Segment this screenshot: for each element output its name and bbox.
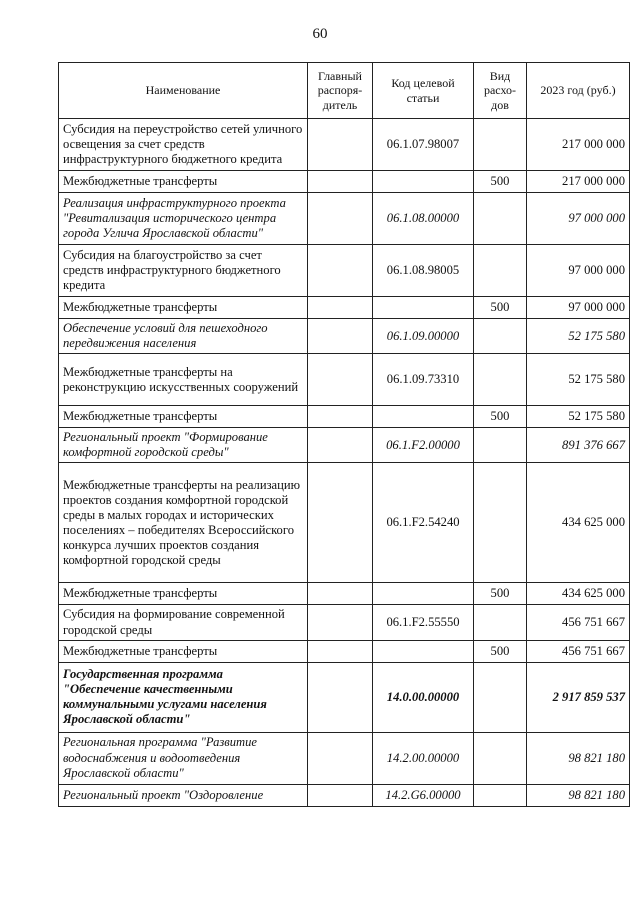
cell-sum: 217 000 000 bbox=[527, 171, 630, 193]
cell-type bbox=[474, 662, 527, 732]
cell-type bbox=[474, 354, 527, 406]
cell-code: 06.1.08.98005 bbox=[373, 245, 474, 297]
table-row bbox=[59, 428, 630, 463]
cell-sum: 52 175 580 bbox=[527, 319, 630, 354]
cell-code: 14.0.00.00000 bbox=[373, 662, 474, 732]
cell-name: Субсидия на переустройство сетей уличного освещения за счет средств инфраструктурного бюджетного кредита bbox=[59, 119, 308, 171]
table-row bbox=[59, 119, 630, 171]
cell-type bbox=[474, 784, 527, 806]
cell-admin bbox=[308, 463, 373, 583]
cell-name: Государственная программа "Обеспечение качественными коммунальными услугами населения Ярославской области" bbox=[59, 662, 308, 732]
cell-name: Региональный проект "Формирование комфортной городской среды" bbox=[59, 428, 308, 463]
cell-code: 06.1.07.98007 bbox=[373, 119, 474, 171]
cell-admin bbox=[308, 732, 373, 784]
table-row bbox=[59, 605, 630, 640]
cell-sum: 217 000 000 bbox=[527, 119, 630, 171]
cell-type: 500 bbox=[474, 583, 527, 605]
cell-code bbox=[373, 171, 474, 193]
table-row bbox=[59, 245, 630, 297]
cell-name: Межбюджетные трансферты bbox=[59, 171, 308, 193]
cell-sum: 97 000 000 bbox=[527, 193, 630, 245]
cell-type: 500 bbox=[474, 406, 527, 428]
cell-sum: 98 821 180 bbox=[527, 784, 630, 806]
cell-admin bbox=[308, 428, 373, 463]
cell-name: Межбюджетные трансферты bbox=[59, 406, 308, 428]
table-row bbox=[59, 171, 630, 193]
cell-code bbox=[373, 297, 474, 319]
cell-name: Субсидия на формирование современной городской среды bbox=[59, 605, 308, 640]
cell-type bbox=[474, 193, 527, 245]
table-row bbox=[59, 406, 630, 428]
cell-admin bbox=[308, 171, 373, 193]
cell-sum: 891 376 667 bbox=[527, 428, 630, 463]
cell-type: 500 bbox=[474, 297, 527, 319]
cell-code: 06.1.F2.54240 bbox=[373, 463, 474, 583]
cell-sum: 98 821 180 bbox=[527, 732, 630, 784]
cell-type bbox=[474, 463, 527, 583]
cell-name: Межбюджетные трансферты на реализацию проектов создания комфортной городской среды в малых городах и исторических поселениях – победителях Всероссийского конкурса лучших проектов создания комфортной городской среды bbox=[59, 463, 308, 583]
cell-name: Субсидия на благоустройство за счет средств инфраструктурного бюджетного кредита bbox=[59, 245, 308, 297]
cell-admin bbox=[308, 319, 373, 354]
header-sum: 2023 год (руб.) bbox=[527, 63, 630, 119]
cell-code: 06.1.08.00000 bbox=[373, 193, 474, 245]
cell-sum: 456 751 667 bbox=[527, 605, 630, 640]
table-row bbox=[59, 463, 630, 583]
cell-name: Региональная программа "Развитие водоснабжения и водоотведения Ярославской области" bbox=[59, 732, 308, 784]
cell-name: Реализация инфраструктурного проекта "Ревитализация исторического центра города Углича Ярославской области" bbox=[59, 193, 308, 245]
cell-admin bbox=[308, 605, 373, 640]
table-row bbox=[59, 662, 630, 732]
cell-code: 06.1.09.00000 bbox=[373, 319, 474, 354]
table-row bbox=[59, 583, 630, 605]
cell-type bbox=[474, 732, 527, 784]
cell-type bbox=[474, 119, 527, 171]
header-name: Наименование bbox=[59, 63, 308, 119]
cell-admin bbox=[308, 640, 373, 662]
header-admin: Главный распоря-дитель bbox=[308, 63, 373, 119]
table-row bbox=[59, 784, 630, 806]
table-row bbox=[59, 193, 630, 245]
cell-type: 500 bbox=[474, 171, 527, 193]
table-row bbox=[59, 640, 630, 662]
cell-name: Региональный проект "Оздоровление bbox=[59, 784, 308, 806]
cell-code: 14.2.00.00000 bbox=[373, 732, 474, 784]
cell-sum: 434 625 000 bbox=[527, 583, 630, 605]
cell-sum: 434 625 000 bbox=[527, 463, 630, 583]
cell-sum: 52 175 580 bbox=[527, 354, 630, 406]
table-row bbox=[59, 297, 630, 319]
table-row bbox=[59, 319, 630, 354]
cell-name: Межбюджетные трансферты bbox=[59, 297, 308, 319]
cell-type bbox=[474, 428, 527, 463]
cell-code: 14.2.G6.00000 bbox=[373, 784, 474, 806]
cell-code bbox=[373, 640, 474, 662]
cell-name: Межбюджетные трансферты bbox=[59, 640, 308, 662]
cell-admin bbox=[308, 297, 373, 319]
cell-type bbox=[474, 245, 527, 297]
cell-admin bbox=[308, 583, 373, 605]
cell-name: Межбюджетные трансферты на реконструкцию искусственных сооружений bbox=[59, 354, 308, 406]
table-row bbox=[59, 354, 630, 406]
cell-admin bbox=[308, 119, 373, 171]
cell-name: Обеспечение условий для пешеходного передвижения населения bbox=[59, 319, 308, 354]
cell-admin bbox=[308, 354, 373, 406]
header-type: Вид расхо-дов bbox=[474, 63, 527, 119]
page-number: 60 bbox=[312, 26, 328, 42]
cell-sum: 456 751 667 bbox=[527, 640, 630, 662]
cell-admin bbox=[308, 245, 373, 297]
cell-type: 500 bbox=[474, 640, 527, 662]
cell-admin bbox=[308, 193, 373, 245]
cell-admin bbox=[308, 662, 373, 732]
cell-code: 06.1.F2.55550 bbox=[373, 605, 474, 640]
budget-table bbox=[58, 62, 630, 807]
table-body bbox=[59, 119, 630, 807]
cell-code: 06.1.F2.00000 bbox=[373, 428, 474, 463]
table-header-row bbox=[59, 63, 630, 119]
cell-sum: 97 000 000 bbox=[527, 297, 630, 319]
cell-admin bbox=[308, 784, 373, 806]
header-code: Код целевой статьи bbox=[373, 63, 474, 119]
cell-sum: 97 000 000 bbox=[527, 245, 630, 297]
cell-name: Межбюджетные трансферты bbox=[59, 583, 308, 605]
cell-sum: 2 917 859 537 bbox=[527, 662, 630, 732]
cell-sum: 52 175 580 bbox=[527, 406, 630, 428]
cell-code bbox=[373, 406, 474, 428]
cell-type bbox=[474, 319, 527, 354]
cell-admin bbox=[308, 406, 373, 428]
table-row bbox=[59, 732, 630, 784]
cell-code: 06.1.09.73310 bbox=[373, 354, 474, 406]
cell-type bbox=[474, 605, 527, 640]
cell-code bbox=[373, 583, 474, 605]
